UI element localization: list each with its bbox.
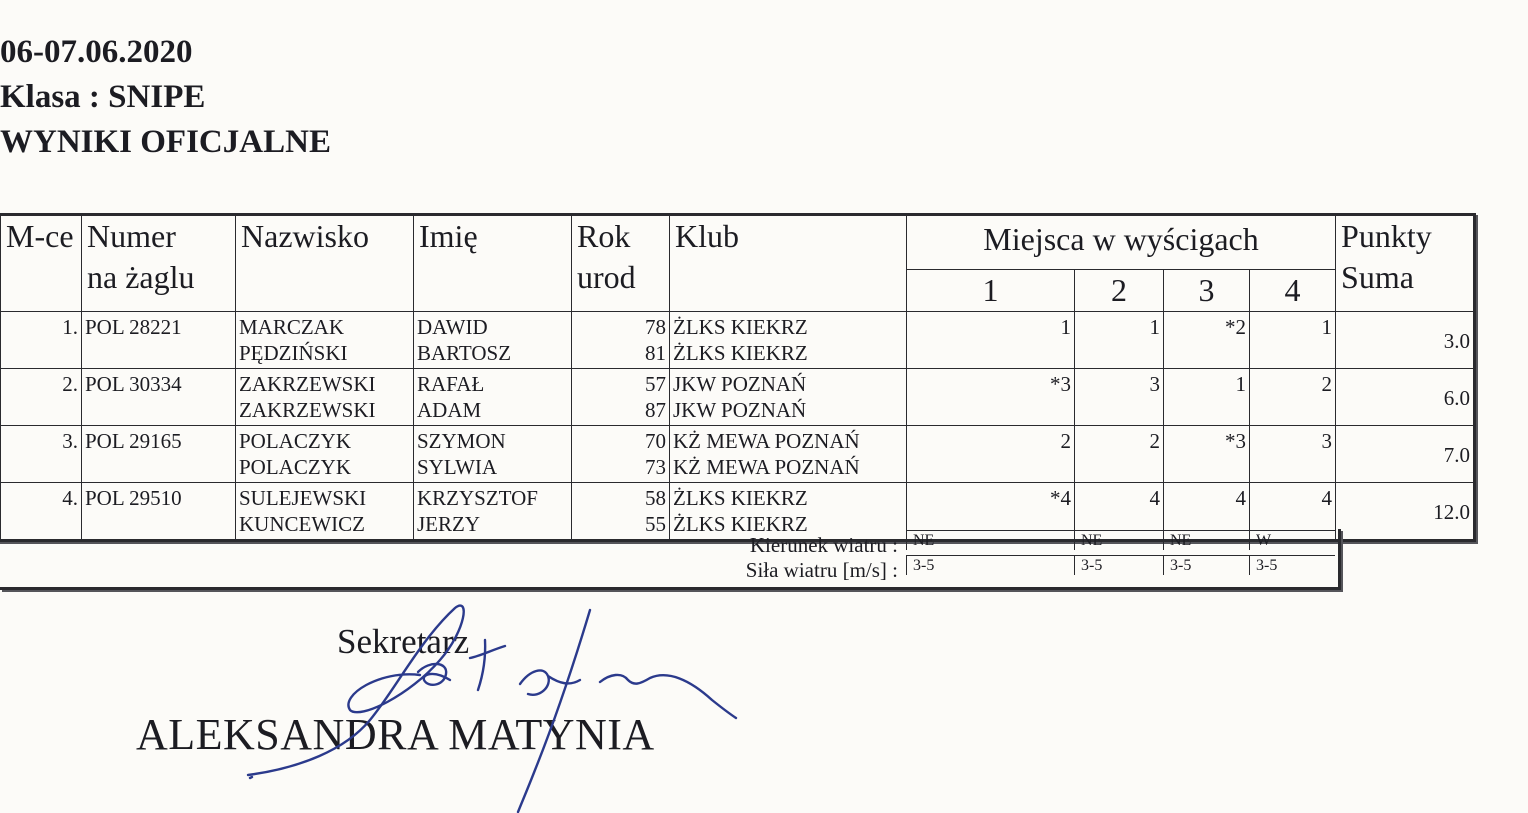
- rank-cell: 4.: [0, 483, 82, 541]
- birth-year-cell: 78 81: [572, 312, 670, 369]
- race-4-place: 2: [1250, 369, 1336, 426]
- header-surname: Nazwisko: [236, 215, 414, 312]
- race-1-place: 2: [907, 426, 1075, 483]
- first-name-cell: RAFAŁ ADAM: [414, 369, 572, 426]
- secretary-title: Sekretarz: [337, 622, 470, 661]
- wind-direction-race-4: W: [1249, 530, 1335, 550]
- first-name-cell: KRZYSZTOF JERZY: [414, 483, 572, 541]
- header-first-name: Imię: [414, 215, 572, 312]
- wind-direction-label: Kierunek wiatru :: [749, 533, 898, 557]
- club-cell: JKW POZNAŃ JKW POZNAŃ: [670, 369, 907, 426]
- sail-number-cell: POL 29165: [82, 426, 236, 483]
- points-total-cell: 7.0: [1336, 426, 1475, 483]
- points-total-cell: 3.0: [1336, 312, 1475, 369]
- club-cell: ŻLKS KIEKRZ ŻLKS KIEKRZ: [670, 312, 907, 369]
- event-date: 06-07.06.2020: [0, 34, 193, 70]
- race-1-place: *4: [907, 483, 1075, 541]
- header-sail-number: Numer na żaglu: [82, 215, 236, 312]
- birth-year-cell: 57 87: [572, 369, 670, 426]
- race-2-place: 2: [1075, 426, 1164, 483]
- wind-strength-race-4: 3-5: [1249, 555, 1335, 575]
- rank-cell: 3.: [0, 426, 82, 483]
- signature-block: [0, 600, 900, 813]
- race-2-place: 1: [1075, 312, 1164, 369]
- sail-number-cell: POL 28221: [82, 312, 236, 369]
- points-total-cell: 12.0: [1336, 483, 1475, 541]
- wind-strength-race-1: 3-5: [906, 555, 1074, 575]
- wind-direction-race-2: NE: [1074, 530, 1163, 550]
- race-4-place: 4: [1250, 483, 1336, 541]
- points-total-cell: 6.0: [1336, 369, 1475, 426]
- header-points-total: Punkty Suma: [1336, 215, 1475, 312]
- table-row: [0, 369, 1475, 426]
- header-club: Klub: [670, 215, 907, 312]
- header-race-4: 4: [1250, 270, 1336, 312]
- race-3-place: *3: [1164, 426, 1250, 483]
- wind-direction-race-1: NE: [906, 530, 1074, 550]
- wind-strength-race-2: 3-5: [1074, 555, 1163, 575]
- surname-cell: SULEJEWSKI KUNCEWICZ: [236, 483, 414, 541]
- header-race-1: 1: [907, 270, 1075, 312]
- handwritten-signature: [0, 600, 900, 813]
- club-cell: KŻ MEWA POZNAŃ KŻ MEWA POZNAŃ: [670, 426, 907, 483]
- first-name-cell: SZYMON SYLWIA: [414, 426, 572, 483]
- club-cell: ŻLKS KIEKRZ ŻLKS KIEKRZ: [670, 483, 907, 541]
- surname-cell: ZAKRZEWSKI ZAKRZEWSKI: [236, 369, 414, 426]
- race-3-place: 4: [1164, 483, 1250, 541]
- table-row: [0, 312, 1475, 369]
- wind-direction-race-3: NE: [1163, 530, 1249, 550]
- wind-conditions: [0, 529, 1341, 590]
- first-name-cell: DAWID BARTOSZ: [414, 312, 572, 369]
- header-race-places: Miejsca w wyścigach: [907, 215, 1336, 270]
- secretary-name: ALEKSANDRA MATYNIA: [136, 710, 655, 759]
- sail-number-cell: POL 30334: [82, 369, 236, 426]
- document-subtitle: WYNIKI OFICJALNE: [0, 124, 331, 160]
- wind-strength-race-3: 3-5: [1163, 555, 1249, 575]
- wind-strength-label: Siła wiatru [m/s] :: [745, 558, 898, 582]
- race-4-place: 1: [1250, 312, 1336, 369]
- header-race-3: 3: [1164, 270, 1250, 312]
- race-2-place: 4: [1075, 483, 1164, 541]
- race-1-place: *3: [907, 369, 1075, 426]
- surname-cell: POLACZYK POLACZYK: [236, 426, 414, 483]
- race-2-place: 3: [1075, 369, 1164, 426]
- rank-cell: 1.: [0, 312, 82, 369]
- header-race-2: 2: [1075, 270, 1164, 312]
- document-header: [0, 30, 331, 165]
- sail-number-cell: POL 29510: [82, 483, 236, 541]
- race-4-place: 3: [1250, 426, 1336, 483]
- header-place: M-ce: [0, 215, 82, 312]
- rank-cell: 2.: [0, 369, 82, 426]
- race-1-place: 1: [907, 312, 1075, 369]
- race-3-place: *2: [1164, 312, 1250, 369]
- race-3-place: 1: [1164, 369, 1250, 426]
- birth-year-cell: 70 73: [572, 426, 670, 483]
- class-label: Klasa : SNIPE: [0, 79, 206, 115]
- birth-year-cell: 58 55: [572, 483, 670, 541]
- header-birth-year: Rok urod: [572, 215, 670, 312]
- table-row: [0, 426, 1475, 483]
- results-table: [0, 213, 1476, 542]
- surname-cell: MARCZAK PĘDZIŃSKI: [236, 312, 414, 369]
